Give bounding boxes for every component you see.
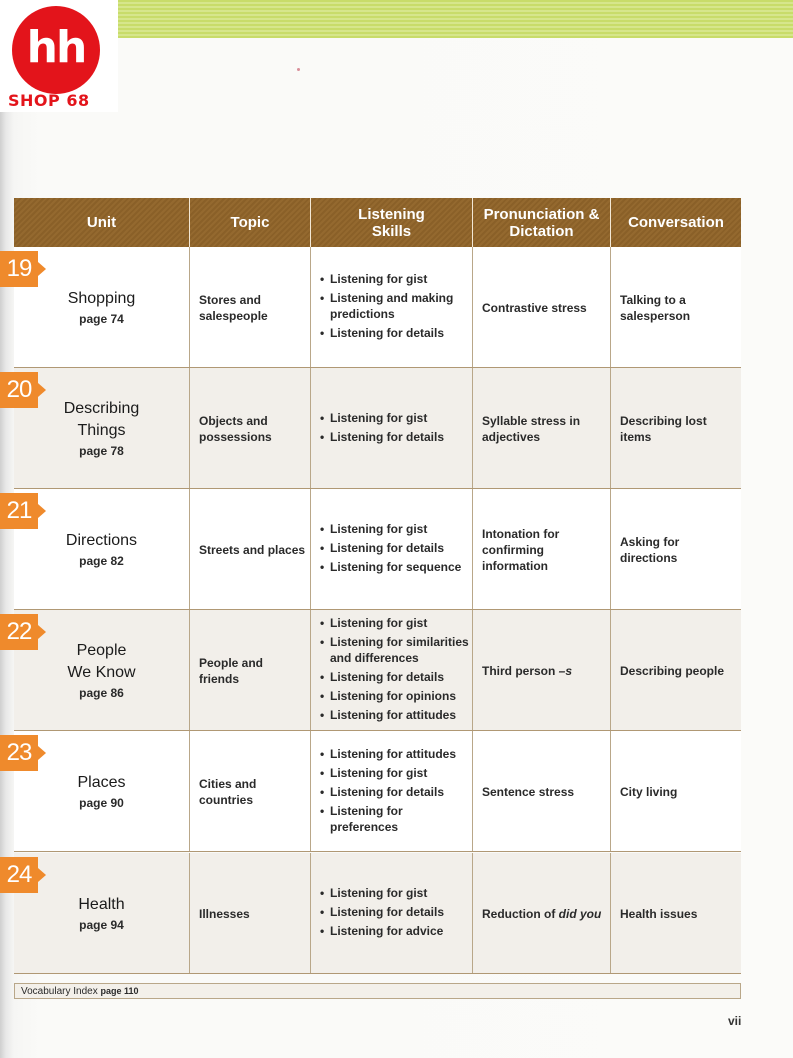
conversation-cell: City living [620,784,678,799]
vocabulary-index-bar [14,983,741,999]
unit-name: Places [77,773,126,791]
badge-arrow-icon [38,504,46,518]
skills-list [320,885,444,942]
unit-page: page 78 [79,443,124,458]
badge-arrow-icon [38,262,46,276]
unit-number-badge [0,614,48,650]
pronunciation-text: Third person [482,663,559,678]
unit-number-badge [0,735,48,771]
skill-item: • Listening for attitudes [320,707,470,723]
header-pronunciation: Pronunciation & Dictation [483,205,600,240]
unit-page: page 94 [79,917,124,932]
conversation-cell: Asking for directions [620,534,680,565]
skill-item: • Listening for details [320,784,470,800]
badge-arrow-icon [38,383,46,397]
unit-number: 21 [0,493,38,529]
skill-item: • Listening for gist [320,765,470,781]
skills-list [320,615,470,726]
skill-item: • Listening for attitudes [320,746,470,762]
listening-skills-cell [320,731,470,852]
skill-item: • Listening for similarities and differences [320,634,470,666]
pronunciation-cell: Contrastive stress [482,300,587,315]
topic-cell: Objects and possessions [199,413,272,444]
vocabulary-index-page: page 110 [100,986,139,996]
logo-mark: hh [12,6,100,94]
table-row [14,247,741,368]
unit-number: 24 [0,857,38,893]
conversation-cell: Health issues [620,906,698,921]
pronunciation-italic-text: –s [558,663,573,678]
listening-skills-cell [320,489,470,610]
table-row [14,731,741,852]
unit-name: Health [78,895,125,913]
skill-item: • Listening and making predictions [320,290,470,322]
header-topic: Topic [230,214,270,231]
skill-item: • Listening for details [320,669,470,685]
unit-page: page 82 [79,553,124,568]
table-row [14,368,741,489]
unit-number: 22 [0,614,38,650]
unit-number: 19 [0,251,38,287]
listening-skills-cell [320,610,470,731]
table-row [14,489,741,610]
unit-number-badge [0,372,48,408]
table-header [14,198,741,247]
skill-item: • Listening for details [320,325,470,341]
skill-item: • Listening for details [320,429,444,445]
unit-name: People We Know [67,641,136,681]
pronunciation-cell [482,610,610,731]
skill-item: • Listening for details [320,540,461,556]
skill-item: • Listening for preferences [320,803,470,835]
pronunciation-cell [482,853,610,974]
unit-number: 20 [0,372,38,408]
listening-skills-cell [320,247,470,368]
unit-page: page 86 [79,685,124,700]
skills-list [320,746,470,838]
topic-cell: Illnesses [199,906,250,921]
pronunciation-cell: Sentence stress [482,784,575,799]
skill-item: • Listening for advice [320,923,444,939]
page-number: vii [728,1014,742,1028]
top-color-band [118,0,793,38]
header-listening-skills: Listening Skills [358,205,425,240]
unit-number: 23 [0,735,38,771]
skill-item: • Listening for sequence [320,559,461,575]
unit-name: Directions [65,531,138,549]
skills-list [320,271,470,344]
vocabulary-index-label: Vocabulary Index [21,986,98,997]
unit-number-badge [0,251,48,287]
pronunciation-cell: Syllable stress in adjectives [482,413,581,444]
logo-text: SHOP 68 [8,91,90,110]
conversation-cell: Describing lost items [620,413,707,444]
skill-item: • Listening for gist [320,521,461,537]
unit-number-badge [0,857,48,893]
header-unit: Unit [86,214,117,231]
unit-number-badge [0,493,48,529]
skill-item: • Listening for details [320,904,444,920]
unit-name: Shopping [67,289,136,307]
topic-cell: Streets and places [199,542,306,557]
unit-page: page 90 [79,795,124,810]
table-row [14,610,741,731]
contents-table [6,198,741,975]
listening-skills-cell [320,368,470,489]
listening-skills-cell [320,853,470,974]
topic-cell: Stores and salespeople [199,292,268,323]
table-row [14,853,741,974]
skills-list [320,521,461,578]
conversation-cell: Describing people [620,663,725,678]
pronunciation-text: Reduction of [482,906,559,921]
skill-item: • Listening for gist [320,885,444,901]
topic-cell: People and friends [199,655,264,686]
skills-list [320,410,444,448]
badge-arrow-icon [38,868,46,882]
topic-cell: Cities and countries [199,776,257,807]
pronunciation-italic-text: did you [558,906,602,921]
skill-item: • Listening for gist [320,615,470,631]
scan-speck [297,68,300,71]
pronunciation-cell: Intonation for confirming information [482,526,560,573]
conversation-cell: Talking to a salesperson [620,292,691,323]
skill-item: • Listening for gist [320,410,444,426]
badge-arrow-icon [38,746,46,760]
unit-name: Describing Things [63,399,140,439]
skill-item: • Listening for opinions [320,688,470,704]
unit-page: page 74 [79,311,124,326]
header-conversation: Conversation [628,214,724,231]
shop-logo [0,0,118,112]
skill-item: • Listening for gist [320,271,470,287]
badge-arrow-icon [38,625,46,639]
